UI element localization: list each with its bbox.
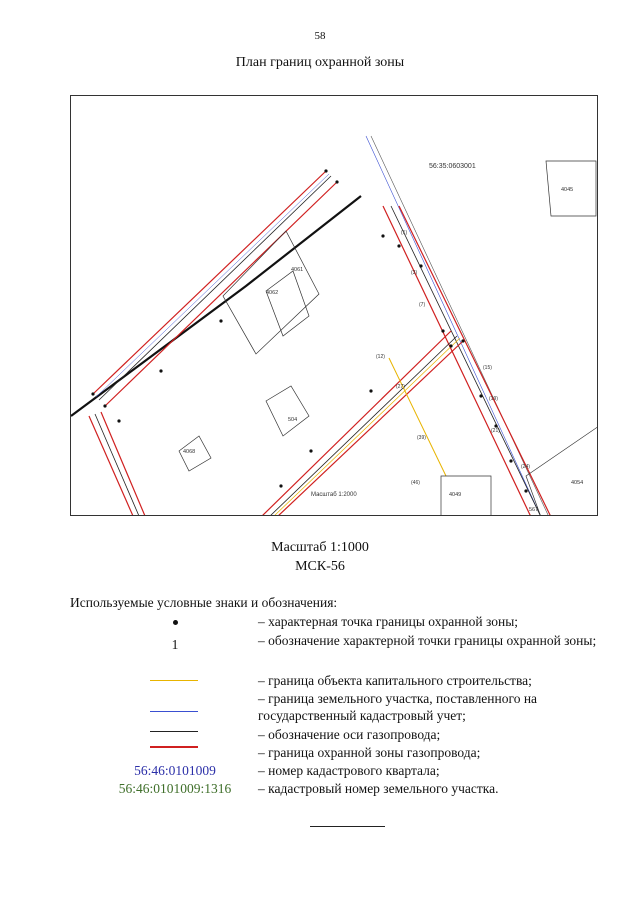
legend-symbol-number: 1 <box>171 637 179 652</box>
map-point-label: (27) <box>396 384 405 390</box>
legend-heading: Используемые условные знаки и обозначения: <box>70 595 338 610</box>
point-dot-icon <box>173 620 178 625</box>
map-label: 504 <box>288 417 298 423</box>
map-point-label: (46) <box>411 480 420 486</box>
legend-text: – номер кадастрового квартала; <box>258 763 440 778</box>
map-label: 4054 <box>571 480 584 486</box>
map-label: 567 <box>529 507 539 513</box>
map-scale-label: Масштаб 1:2000 <box>311 492 357 498</box>
map-point-label: (24) <box>521 464 530 470</box>
legend-text: – граница объекта капитального строительства; <box>258 673 532 688</box>
map-label: 4061 <box>291 267 304 273</box>
legend-text: – кадастровый номер земельного участка. <box>258 781 499 796</box>
legend-text: – обозначение характерной точки границы охранной зоны; <box>258 633 597 648</box>
map-label-quarter: 56:35:0603001 <box>429 163 476 170</box>
map-drawing <box>71 96 598 516</box>
page-title: План границ охранной зоны <box>235 55 405 70</box>
building-line <box>389 358 446 476</box>
pipeline-left-vertical <box>89 412 145 516</box>
map-label: 4062 <box>266 290 279 296</box>
legend-symbol-parcel-number: 56:46:0101009:1316 <box>118 781 232 796</box>
legend-text: – характерная точка границы охранной зоны; <box>258 614 519 629</box>
map-label: 4068 <box>183 449 196 455</box>
map-label: 4045 <box>561 187 574 193</box>
legend-symbol-quarter: 56:46:0101009 <box>134 763 216 778</box>
map-label: 4049 <box>449 492 462 498</box>
page-number: 58 <box>314 30 326 42</box>
pipeline-right-diagonal <box>366 136 551 516</box>
legend-symbol-point <box>105 613 245 630</box>
map-point-label: (21) <box>491 428 500 434</box>
legend-text: – граница охранной зоны газопровода; <box>258 745 481 760</box>
map-point-label: (7) <box>419 302 426 308</box>
building-line-icon <box>150 680 198 681</box>
axis-line-icon <box>150 731 198 732</box>
legend-text: – граница земельного участка, поставленного на государственный кадастровый учет; <box>258 691 538 723</box>
zone-line-icon <box>150 746 198 748</box>
pipeline-lower-diagonal <box>261 331 463 516</box>
parcel-line-icon <box>150 711 198 712</box>
map-point-label: (3) <box>411 270 418 276</box>
map-point-label: (19) <box>489 396 498 402</box>
legend-text: – обозначение оси газопровода; <box>258 727 441 742</box>
pipeline-upper-left <box>93 171 337 406</box>
scale-block <box>0 538 640 576</box>
map-thick-boundary <box>71 196 361 416</box>
parcels <box>179 161 598 516</box>
map-point-label: (39) <box>417 435 426 441</box>
coordinate-system-text: МСК-56 <box>295 559 345 574</box>
footer-divider <box>310 826 385 827</box>
scale-text: Масштаб 1:1000 <box>271 540 369 555</box>
boundary-map <box>70 95 598 516</box>
map-point-label: (1) <box>401 230 408 236</box>
map-point-label: (12) <box>376 354 385 360</box>
map-point-label: (15) <box>483 365 492 371</box>
